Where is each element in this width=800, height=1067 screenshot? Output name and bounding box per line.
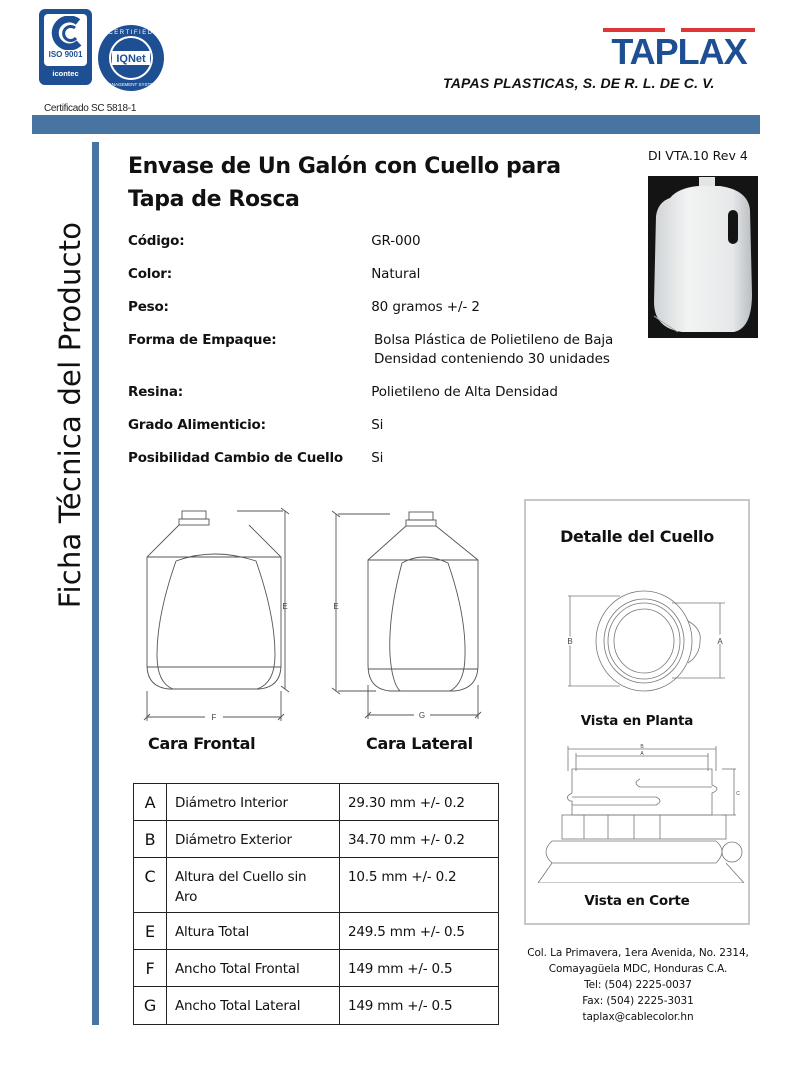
dim-letter: F bbox=[134, 950, 167, 987]
table-row bbox=[134, 784, 499, 821]
front-view-drawing bbox=[135, 505, 300, 725]
dim-letter: E bbox=[134, 913, 167, 950]
spec-row-resina bbox=[128, 383, 648, 402]
dim-value: 29.30 mm +/- 0.2 bbox=[340, 784, 499, 821]
dim-value: 34.70 mm +/- 0.2 bbox=[340, 821, 499, 858]
neck-detail-title: Detalle del Cuello bbox=[560, 527, 714, 546]
email: taplax@cablecolor.hn bbox=[582, 1011, 694, 1023]
spec-value: 80 gramos +/- 2 bbox=[371, 299, 480, 315]
spec-row-peso bbox=[128, 298, 648, 317]
spec-label: Código: bbox=[128, 233, 185, 249]
iso-9001-logo bbox=[39, 9, 92, 85]
svg-text:E: E bbox=[333, 602, 339, 611]
spec-row-color bbox=[128, 265, 648, 284]
contact-info bbox=[512, 945, 764, 1025]
sidebar-accent-bar bbox=[92, 142, 99, 1025]
icontec-c-icon bbox=[45, 16, 88, 50]
spec-label: Forma de Empaque: bbox=[128, 332, 277, 348]
side-view-drawing bbox=[330, 505, 500, 725]
spec-label: Grado Alimenticio: bbox=[128, 417, 266, 433]
product-title: Envase de Un Galón con Cuello para Tapa de Rosca bbox=[128, 154, 561, 212]
spec-value: Si bbox=[371, 450, 384, 466]
dim-description: Diámetro Interior bbox=[167, 784, 340, 821]
svg-text:B: B bbox=[567, 637, 573, 646]
svg-text:F: F bbox=[211, 713, 217, 722]
svg-text:CERTIFIED: CERTIFIED bbox=[108, 30, 154, 36]
spec-value: Polietileno de Alta Densidad bbox=[371, 384, 558, 400]
spec-row-grado-alimenticio bbox=[128, 416, 648, 435]
dimensions-table bbox=[133, 783, 499, 1025]
dim-value: 249.5 mm +/- 0.5 bbox=[340, 913, 499, 950]
table-row bbox=[134, 821, 499, 858]
front-view-label: Cara Frontal bbox=[148, 734, 256, 753]
vertical-document-title: Ficha Técnica del Producto bbox=[53, 221, 87, 609]
dim-letter: B bbox=[134, 821, 167, 858]
spec-value: Natural bbox=[371, 266, 421, 282]
company-name: TAPAS PLASTICAS, S. DE R. L. DE C. V. bbox=[443, 75, 715, 91]
dim-description: Ancho Total Frontal bbox=[167, 950, 340, 987]
svg-text:TAPLAX: TAPLAX bbox=[611, 31, 747, 70]
dim-letter: A bbox=[134, 784, 167, 821]
dim-letter: C bbox=[134, 858, 167, 913]
dim-value: 10.5 mm +/- 0.2 bbox=[340, 858, 499, 913]
dim-value: 149 mm +/- 0.5 bbox=[340, 950, 499, 987]
svg-text:IQNet: IQNet bbox=[116, 53, 146, 65]
spec-label: Peso: bbox=[128, 299, 169, 315]
spec-list bbox=[128, 232, 648, 482]
address-line-2: Comayagüela MDC, Honduras C.A. bbox=[548, 963, 728, 975]
table-row bbox=[134, 913, 499, 950]
svg-text:C: C bbox=[736, 791, 740, 797]
table-row bbox=[134, 987, 499, 1025]
spec-value: Si bbox=[371, 417, 384, 433]
side-view-label: Cara Lateral bbox=[366, 734, 473, 753]
table-row bbox=[134, 858, 499, 913]
dim-value: 149 mm +/- 0.5 bbox=[340, 987, 499, 1025]
spec-label: Color: bbox=[128, 266, 172, 282]
svg-text:A: A bbox=[717, 637, 723, 646]
neck-section-view-drawing bbox=[536, 743, 746, 883]
phone: Tel: (504) 2225-0037 bbox=[584, 979, 692, 991]
neck-plan-view-drawing bbox=[560, 581, 730, 701]
plan-view-label: Vista en Planta bbox=[580, 713, 694, 729]
table-row bbox=[134, 950, 499, 987]
dim-description: Altura Total bbox=[167, 913, 340, 950]
svg-text:E: E bbox=[282, 602, 288, 611]
header-divider-bar bbox=[32, 115, 760, 134]
spec-value: GR-000 bbox=[371, 233, 421, 249]
section-view-label: Vista en Corte bbox=[584, 893, 690, 909]
dim-description: Ancho Total Lateral bbox=[167, 987, 340, 1025]
gallon-jug-photo bbox=[648, 176, 758, 338]
taplax-brand-logo bbox=[603, 22, 755, 70]
document-code: DI VTA.10 Rev 4 bbox=[648, 148, 748, 163]
svg-text:A: A bbox=[640, 751, 644, 757]
svg-text:MANAGEMENT SYSTEM: MANAGEMENT SYSTEM bbox=[105, 82, 157, 87]
certificate-number: Certificado SC 5818-1 bbox=[44, 103, 137, 114]
iso-label: ISO 9001 bbox=[48, 50, 83, 59]
spec-label: Resina: bbox=[128, 384, 183, 400]
fax: Fax: (504) 2225-3031 bbox=[582, 995, 694, 1007]
neck-detail-panel bbox=[524, 499, 750, 925]
dim-description: Diámetro Exterior bbox=[167, 821, 340, 858]
spec-row-codigo bbox=[128, 232, 648, 251]
icontec-label: icontec bbox=[52, 69, 79, 78]
spec-value: Bolsa Plástica de Polietileno de Baja Densidad conteniendo 30 unidades bbox=[374, 332, 614, 367]
address-line-1: Col. La Primavera, 1era Avenida, No. 2314, bbox=[527, 947, 749, 959]
spec-row-cambio-cuello bbox=[128, 449, 648, 468]
svg-text:B: B bbox=[640, 744, 644, 750]
svg-text:G: G bbox=[418, 711, 426, 720]
spec-row-empaque bbox=[128, 331, 648, 369]
spec-label: Posibilidad Cambio de Cuello bbox=[128, 450, 343, 466]
product-photo bbox=[648, 176, 758, 338]
iqnet-certified-logo bbox=[96, 23, 166, 93]
dim-description: Altura del Cuello sin Aro bbox=[167, 858, 340, 913]
dim-letter: G bbox=[134, 987, 167, 1025]
